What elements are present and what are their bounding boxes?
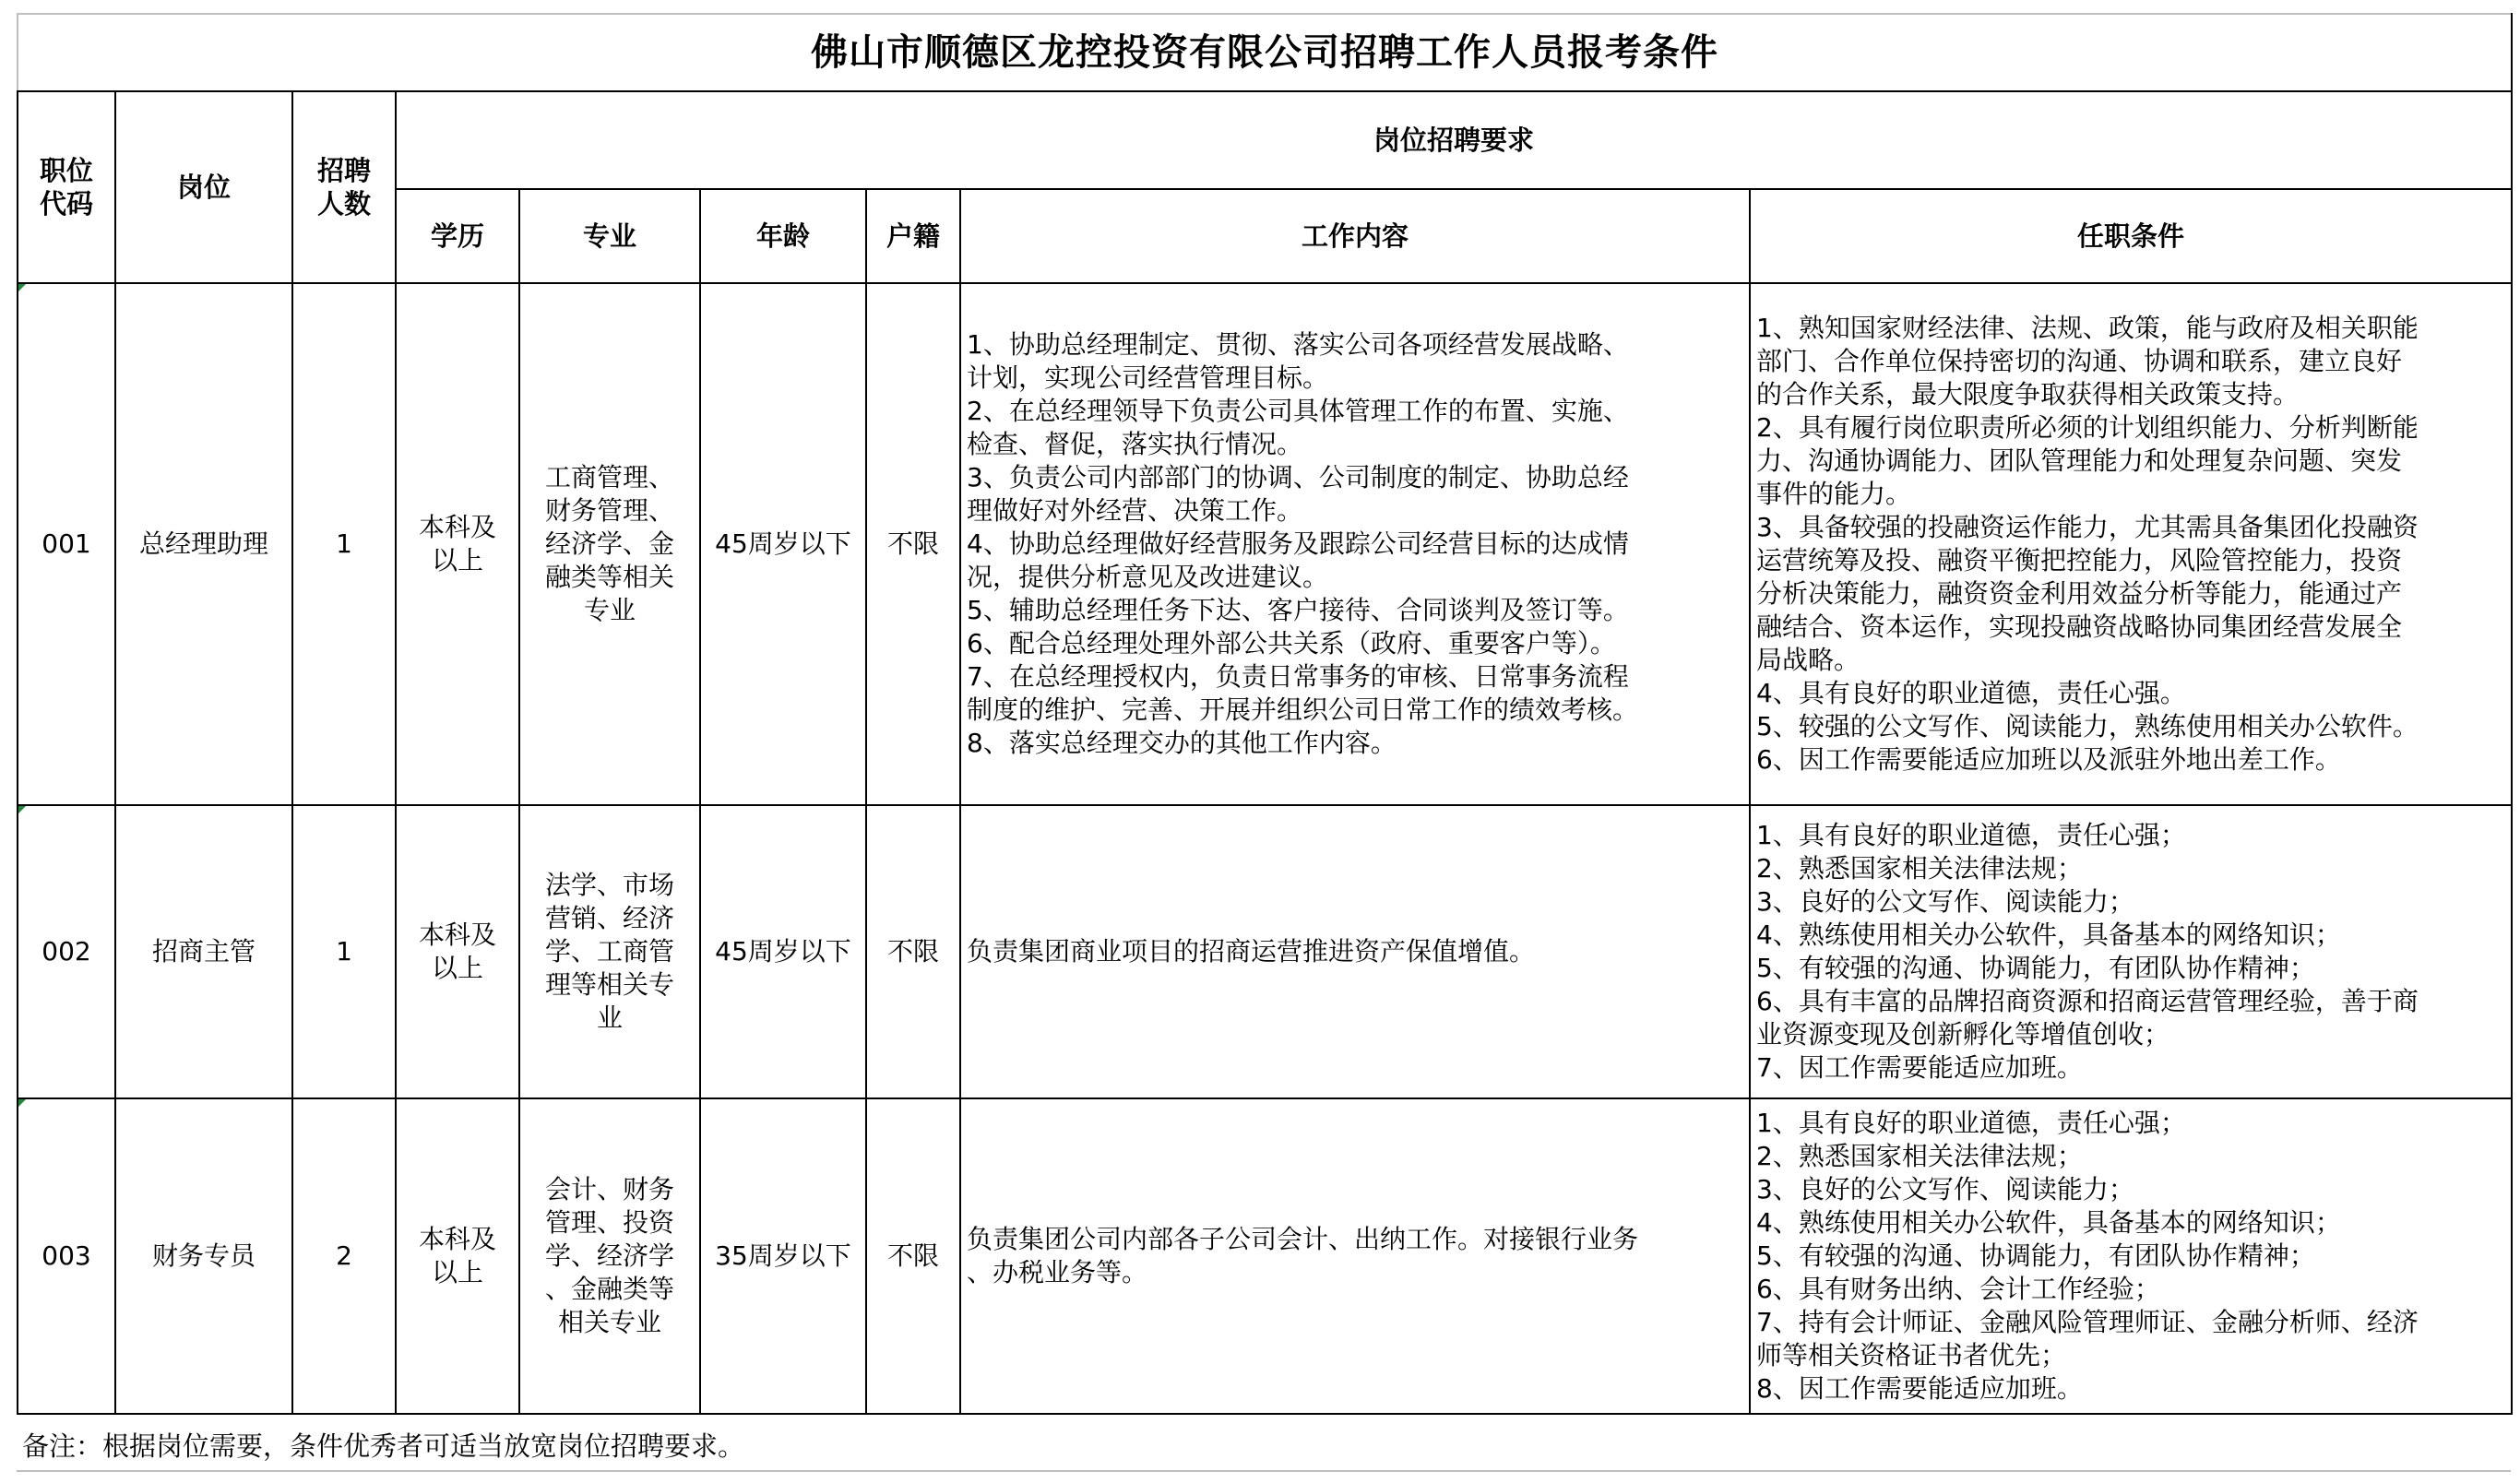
footnote-divider [17,1470,2511,1472]
row-code: 002 [18,805,115,1098]
row-hukou: 不限 [866,283,960,805]
row-qualifications [1750,283,2512,805]
qualification-line: 分析决策能力，融资资金利用效益分析等能力，能通过产 [1756,578,2403,609]
qualification-line: 1、熟知国家财经法律、法规、政策，能与政府及相关职能 [1756,313,2419,343]
header-duties: 工作内容 [960,189,1750,283]
qualification-line: 业资源变现及创新孵化等增值创收； [1756,1019,2170,1050]
duty-line: 4、协助总经理做好经营服务及跟踪公司经营目标的达成情 [967,528,1629,559]
row-duties [960,805,1750,1098]
qualification-line: 师等相关资格证书者优先； [1756,1340,2067,1370]
row-count: 1 [292,805,396,1098]
row-position: 财务专员 [115,1098,292,1414]
row-code: 003 [18,1098,115,1414]
duty-line: 制度的维护、完善、开展并组织公司日常工作的绩效考核。 [967,694,1639,725]
row-major: 会计、财务 管理、投资 学、经济学 、金融类等 相关专业 [519,1098,700,1414]
row-count: 2 [292,1098,396,1414]
row-qualifications [1750,805,2512,1098]
qualification-line: 融结合、资本运作，实现投融资战略协同集团经营发展全 [1756,611,2403,642]
recruitment-table [17,13,2513,1415]
row-hukou: 不限 [866,1098,960,1414]
row-duties [960,1098,1750,1414]
row-education: 本科及 以上 [396,1098,519,1414]
qualification-line: 6、具有丰富的品牌招商资源和招商运营管理经验，善于商 [1756,986,2419,1016]
qualification-line: 2、熟悉国家相关法律法规； [1756,1141,2083,1171]
header-hukou: 户籍 [866,189,960,283]
duty-line: 1、协助总经理制定、贯彻、落实公司各项经营发展战略、 [967,329,1629,360]
qualification-line: 的合作关系，最大限度争取获得相关政策支持。 [1756,379,2300,409]
row-qualifications [1750,1098,2512,1414]
qualification-line: 2、具有履行岗位职责所必须的计划组织能力、分析判断能 [1756,412,2419,443]
recruitment-sheet [17,13,2511,1477]
header-position: 岗位 [115,91,292,283]
row-duties [960,283,1750,805]
duty-line: 8、落实总经理交办的其他工作内容。 [967,728,1397,758]
table-title: 佛山市顺德区龙控投资有限公司招聘工作人员报考条件 [18,14,2512,91]
duty-line: 5、辅助总经理任务下达、客户接待、合同谈判及签订等。 [967,595,1629,625]
table-row [18,805,2512,1098]
qualification-line: 4、具有良好的职业道德，责任心强。 [1756,678,2186,708]
duty-line: 计划，实现公司经营管理目标。 [967,362,1329,393]
row-major: 法学、市场 营销、经济 学、工商管 理等相关专 业 [519,805,700,1098]
qualification-line: 4、熟练使用相关办公软件，具备基本的网络知识； [1756,1207,2341,1238]
row-age: 45周岁以下 [700,283,866,805]
qualification-line: 7、因工作需要能适应加班。 [1756,1052,2083,1083]
header-education: 学历 [396,189,519,283]
row-age: 35周岁以下 [700,1098,866,1414]
header-requirements: 岗位招聘要求 [396,91,2512,189]
header-count: 招聘 人数 [292,91,396,283]
qualification-line: 部门、合作单位保持密切的沟通、协调和联系，建立良好 [1756,346,2403,376]
qualification-line: 局战略。 [1756,645,1860,675]
qualification-line: 5、有较强的沟通、协调能力，有团队协作精神； [1756,953,2315,983]
qualification-line: 6、因工作需要能适应加班以及派驻外地出差工作。 [1756,744,2341,775]
footnote: 备注：根据岗位需要，条件优秀者可适当放宽岗位招聘要求。 [22,1430,745,1462]
row-hukou: 不限 [866,805,960,1098]
header-qualifications: 任职条件 [1750,189,2512,283]
table-row [18,1098,2512,1414]
qualification-line: 5、有较强的沟通、协调能力，有团队协作精神； [1756,1240,2315,1271]
qualification-line: 8、因工作需要能适应加班。 [1756,1373,2083,1404]
qualification-line: 力、沟通协调能力、团队管理能力和处理复杂问题、突发 [1756,445,2403,476]
row-major: 工商管理、 财务管理、 经济学、金 融类等相关 专业 [519,283,700,805]
duty-line: 理做好对外经营、决策工作。 [967,495,1303,526]
row-position: 总经理助理 [115,283,292,805]
qualification-line: 7、持有会计师证、金融风险管理师证、金融分析师、经济 [1756,1307,2419,1337]
duty-line: 6、配合总经理处理外部公共关系（政府、重要客户等）。 [967,628,1616,658]
qualification-line: 5、较强的公文写作、阅读能力，熟练使用相关办公软件。 [1756,711,2419,742]
duty-line: 7、在总经理授权内，负责日常事务的审核、日常事务流程 [967,661,1629,692]
row-position: 招商主管 [115,805,292,1098]
qualification-line: 3、良好的公文写作、阅读能力； [1756,886,2134,917]
qualification-line: 事件的能力。 [1756,479,1912,509]
qualification-line: 运营统筹及投、融资平衡把控能力，风险管控能力，投资 [1756,545,2403,575]
qualification-line: 2、熟悉国家相关法律法规； [1756,853,2083,884]
header-major: 专业 [519,189,700,283]
duty-line: 2、在总经理领导下负责公司具体管理工作的布置、实施、 [967,396,1629,426]
duty-line: 3、负责公司内部部门的协调、公司制度的制定、协助总经 [967,462,1629,492]
row-count: 1 [292,283,396,805]
row-code: 001 [18,283,115,805]
row-education: 本科及 以上 [396,283,519,805]
duty-line: 负责集团商业项目的招商运营推进资产保值增值。 [967,936,1536,967]
qualification-line: 6、具有财务出纳、会计工作经验； [1756,1274,2160,1304]
duty-line: 负责集团公司内部各子公司会计、出纳工作。对接银行业务 [967,1224,1639,1254]
qualification-line: 3、良好的公文写作、阅读能力； [1756,1174,2134,1204]
header-code: 职位 代码 [18,91,115,283]
qualification-line: 3、具备较强的投融资运作能力，尤其需具备集团化投融资 [1756,512,2419,542]
qualification-line: 1、具有良好的职业道德，责任心强； [1756,820,2186,850]
duty-line: 况，提供分析意见及改进建议。 [967,562,1329,592]
row-education: 本科及 以上 [396,805,519,1098]
duty-line: 检查、督促，落实执行情况。 [967,429,1303,459]
qualification-line: 1、具有良好的职业道德，责任心强； [1756,1108,2186,1138]
duty-line: 、办税业务等。 [967,1257,1148,1287]
qualification-line: 4、熟练使用相关办公软件，具备基本的网络知识； [1756,919,2341,950]
table-row [18,283,2512,805]
header-age: 年龄 [700,189,866,283]
row-age: 45周岁以下 [700,805,866,1098]
